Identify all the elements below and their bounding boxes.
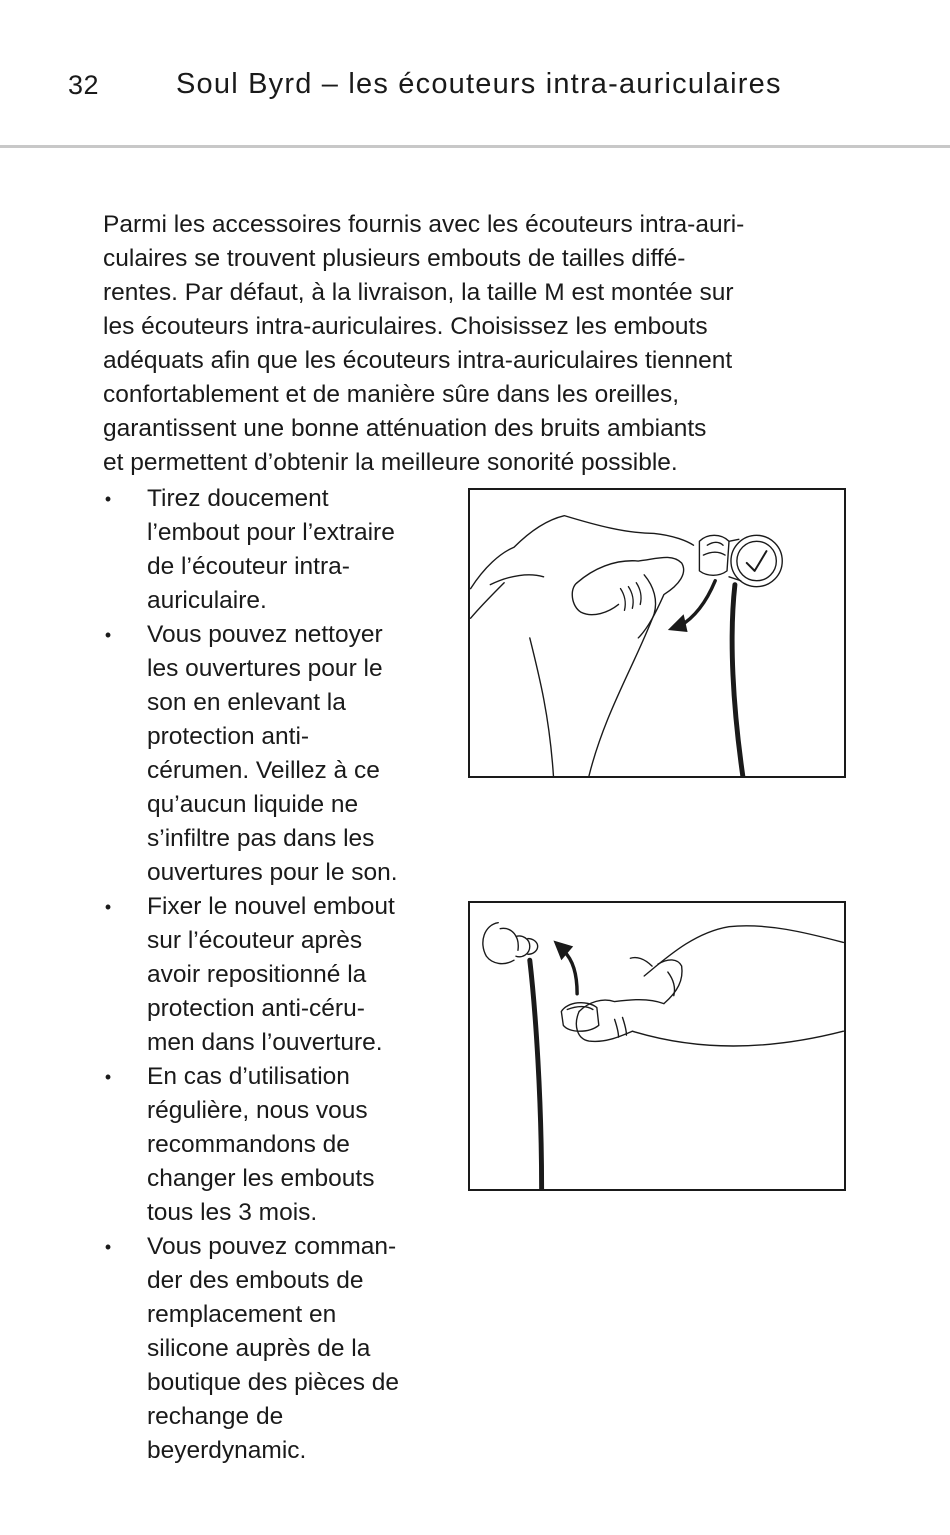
intro-line: Parmi les accessoires fournis avec les écouteurs intra-auri-: [103, 211, 745, 238]
list-item: • Fixer le nouvel embout sur l’écouteur après avoir repositionné la protection anti-céru- men dans l’ouverture.: [103, 890, 453, 1060]
instruction-list: [103, 482, 453, 1468]
page-number: 32: [68, 70, 100, 100]
intro-line: les écouteurs intra-auriculaires. Choisissez les embouts: [103, 313, 708, 340]
hand-icon: [470, 903, 844, 1189]
hand-icon: [470, 490, 844, 776]
intro-line: confortablement et de manière sûre dans les oreilles,: [103, 381, 680, 408]
list-item: • Vous pouvez comman- der des embouts de remplacement en silicone auprès de la boutique des pièces de rechange de beyerdynamic.: [103, 1230, 453, 1468]
bullet-icon: •: [104, 489, 112, 509]
page-title: Soul Byrd – les écouteurs intra-auriculaires: [176, 68, 782, 100]
header-divider: [0, 145, 950, 148]
attach-eartip-illustration: [468, 901, 846, 1191]
intro-line: culaires se trouvent plusieurs embouts de tailles diffé-: [103, 245, 686, 272]
remove-eartip-illustration: [468, 488, 846, 778]
intro-paragraph: [103, 208, 863, 480]
bullet-icon: •: [104, 897, 112, 917]
list-item: • En cas d’utilisation régulière, nous vous recommandons de changer les embouts tous les 3 mois.: [103, 1060, 453, 1230]
bullet-icon: •: [104, 625, 112, 645]
list-item: • Vous pouvez nettoyer les ouvertures pour le son en enlevant la protection anti- cérumen. Veillez à ce qu’aucun liquide ne s’infiltre pas dans les ouvertures pour le son.: [103, 618, 453, 890]
intro-line: et permettent d’obtenir la meilleure sonorité possible.: [103, 449, 678, 476]
bullet-icon: •: [104, 1067, 112, 1087]
list-item: • Tirez doucement l’embout pour l’extraire de l’écouteur intra- auriculaire.: [103, 482, 453, 618]
bullet-icon: •: [104, 1237, 112, 1257]
intro-line: rentes. Par défaut, à la livraison, la taille M est montée sur: [103, 279, 734, 306]
intro-line: adéquats afin que les écouteurs intra-auriculaires tiennent: [103, 347, 733, 374]
intro-line: garantissent une bonne atténuation des bruits ambiants: [103, 415, 707, 442]
page-header: [0, 0, 950, 147]
